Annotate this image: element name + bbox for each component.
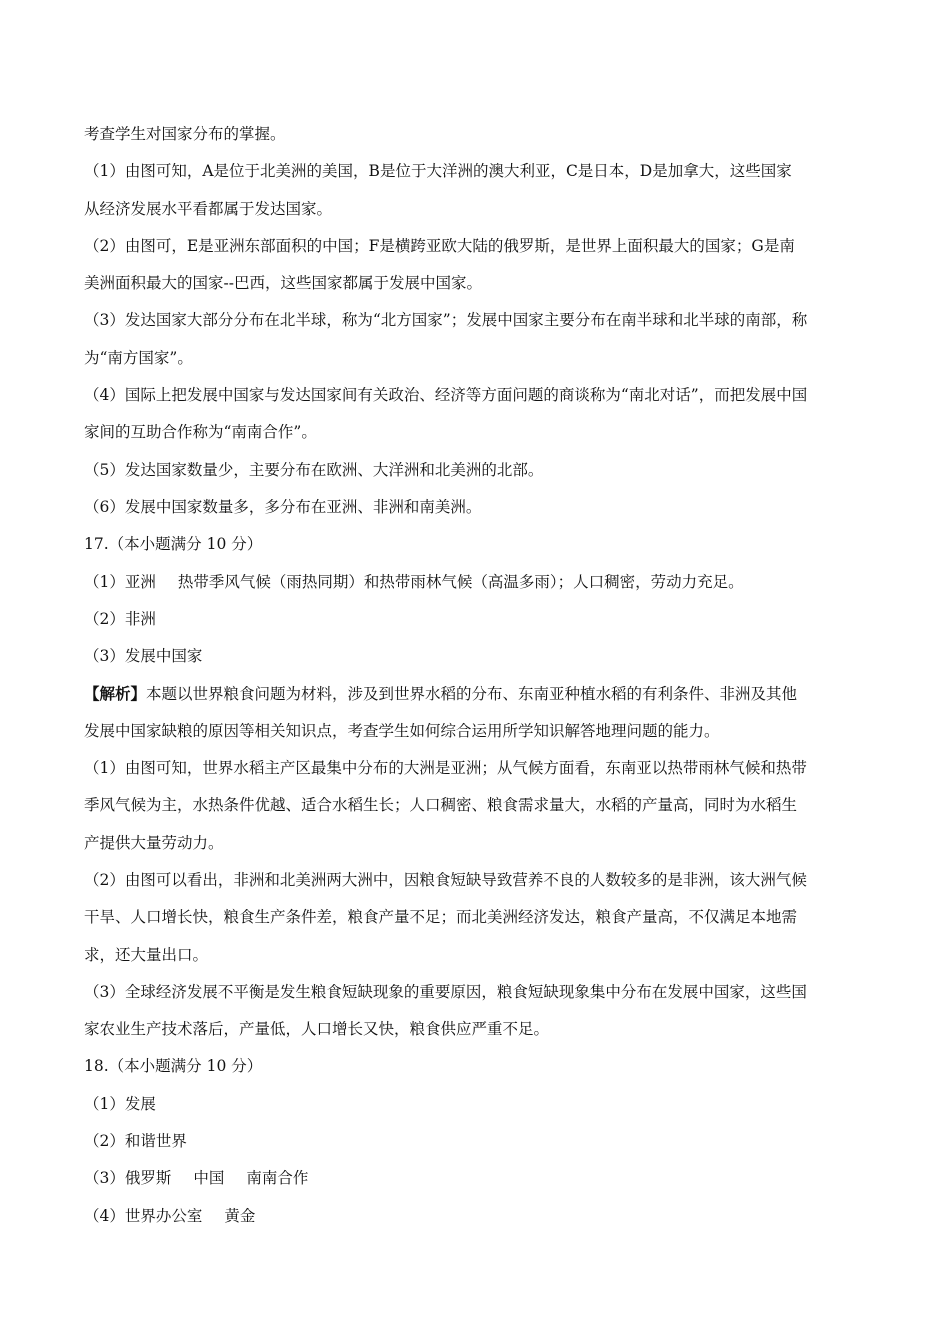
- text-line: 发展中国家缺粮的原因等相关知识点，考查学生如何综合运用所学知识解答地理问题的能力。: [84, 721, 720, 740]
- answer-18-4-a: 黄金: [224, 1206, 256, 1225]
- text-line: 干旱、人口增长快，粮食生产条件差，粮食产量不足；而北美洲经济发达，粮食产量高，不仅满足本地需: [84, 908, 798, 927]
- text-line: （1）由图可知，A是位于北美洲的美国，B是位于大洋洲的澳大利亚，C是日本，D是加拿大，这些国家: [84, 162, 792, 181]
- answer-17-1: [84, 564, 866, 601]
- answer-text-block: [84, 116, 866, 1235]
- text-line: 产提供大量劳动力。: [84, 833, 224, 852]
- text-line: 家间的互助合作称为“南南合作”。: [84, 423, 317, 442]
- question-heading-17: 17.（本小题满分 10 分）: [84, 535, 263, 554]
- text-line: 季风气候为主，水热条件优越、适合水稻生长；人口稠密、粮食需求量大，水稻的产量高，同时为水稻生: [84, 796, 798, 815]
- text-line: 从经济发展水平看都属于发达国家。: [84, 199, 333, 218]
- text-line: 家农业生产技术落后，产量低，人口增长又快，粮食供应严重不足。: [84, 1020, 550, 1039]
- text-line: 求，还大量出口。: [84, 945, 209, 964]
- answer-17-2: （2）非洲: [84, 609, 156, 628]
- text-line: （2）由图可以看出，非洲和北美洲两大洲中，因粮食短缺导致营养不良的人数较多的是非洲，该大洲气候: [84, 870, 807, 889]
- text-line: （6）发展中国家数量多，多分布在亚洲、非洲和南美洲。: [84, 497, 482, 516]
- answer-17-1-text: 热带季风气候（雨热同期）和热带雨林气候（高温多雨）；人口稠密，劳动力充足。: [177, 572, 744, 591]
- answer-18-3-a: 中国: [193, 1169, 225, 1188]
- text-line: （4）国际上把发展中国家与发达国家间有关政治、经济等方面问题的商谈称为“南北对话”，而把发展中国: [84, 386, 808, 405]
- text-line: （1）由图可知，世界水稻主产区最集中分布的大洲是亚洲；从气候方面看，东南亚以热带雨林气候和热带: [84, 759, 807, 778]
- text-line: 为“南方国家”。: [84, 348, 193, 367]
- text-line: （5）发达国家数量少，主要分布在欧洲、大洋洲和北美洲的北部。: [84, 460, 544, 479]
- answer-18-3-prefix: （3）俄罗斯: [84, 1169, 172, 1188]
- answer-18-3: [84, 1160, 866, 1197]
- text-line: 美洲面积最大的国家--巴西，这些国家都属于发展中国家。: [84, 274, 482, 293]
- text-line: （3）发达国家大部分分布在北半球，称为“北方国家”；发展中国家主要分布在南半球和北半球的南部，称: [84, 311, 808, 330]
- text-line: （2）由图可，E是亚洲东部面积的中国；F是横跨亚欧大陆的俄罗斯，是世界上面积最大的国家；G是南: [84, 236, 795, 255]
- answer-18-4-prefix: （4）世界办公室: [84, 1206, 203, 1225]
- analysis-label: 【解析】: [84, 684, 147, 704]
- answer-18-4: [84, 1198, 866, 1235]
- answer-17-1-prefix: （1）亚洲: [84, 572, 156, 591]
- analysis-line: [84, 675, 866, 712]
- analysis-text: 本题以世界粮食问题为材料，涉及到世界水稻的分布、东南亚种植水稻的有利条件、非洲及其他: [146, 685, 798, 704]
- answer-17-3: （3）发展中国家: [84, 647, 203, 666]
- question-heading-18: 18.（本小题满分 10 分）: [84, 1057, 263, 1076]
- answer-18-1: （1）发展: [84, 1094, 156, 1113]
- text-line: （3）全球经济发展不平衡是发生粮食短缺现象的重要原因，粮食短缺现象集中分布在发展中国家，这些国: [84, 982, 807, 1001]
- answer-18-3-b: 南南合作: [246, 1169, 309, 1188]
- answer-18-2: （2）和谐世界: [84, 1132, 187, 1151]
- text-line: 考查学生对国家分布的掌握。: [84, 125, 286, 143]
